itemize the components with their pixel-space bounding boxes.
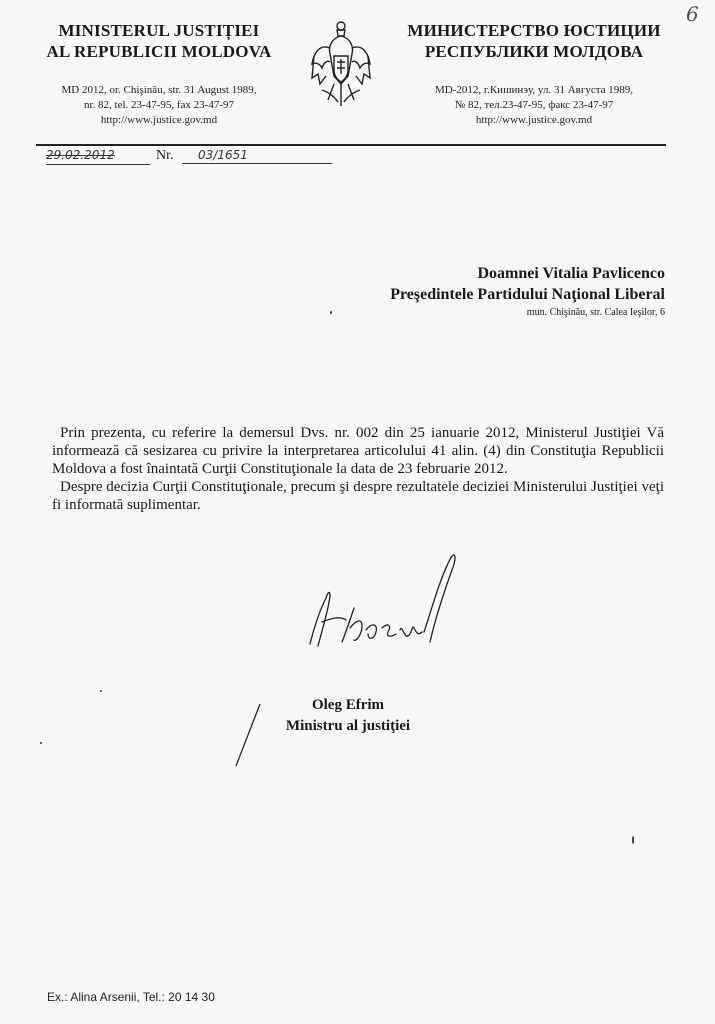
ministry-title-ro-line1: MINISTERUL JUSTIȚIEI (58, 21, 260, 40)
ministry-address-ro (28, 83, 290, 128)
address-ro-line2: nr. 82, tel. 23-47-95, fax 23-47-97 (84, 99, 234, 111)
footer-executor: Ex.: Alina Arsenii, Tel.: 20 14 30 (47, 990, 215, 1004)
speck (632, 836, 634, 844)
reference-nr-label: Nr. (156, 148, 174, 163)
ministry-title-ru-line1: МИНИСТЕРСТВО ЮСТИЦИИ (407, 21, 661, 40)
ministry-title-ro-line2: AL REPUBLICII MOLDOVA (46, 42, 272, 61)
address-ru-line2: № 82, тел.23-47-95, факс 23-47-97 (454, 99, 614, 111)
signer-title: Ministru al justiţiei (285, 718, 411, 734)
signer-name: Oleg Efrim (311, 697, 385, 713)
ministry-title-ru-line2: РЕСПУБЛИКИ МОЛДОВА (424, 42, 644, 61)
moldova-coat-of-arms-icon (308, 18, 374, 110)
address-ro-url: http://www.justice.gov.md (100, 114, 218, 126)
address-ro-line1: MD 2012, or. Chişinău, str. 31 August 1989, (61, 84, 257, 96)
reference-number: 03/1651 (182, 148, 332, 164)
pen-stroke-mark (226, 700, 266, 770)
speck (330, 311, 332, 314)
speck (100, 690, 102, 692)
recipient-block (390, 263, 665, 320)
speck (40, 742, 42, 744)
handwritten-signature-icon (292, 552, 462, 662)
recipient-name: Doamnei Vitalia Pavlicenco (477, 265, 665, 282)
body-paragraph-2: Despre decizia Curţii Constituţionale, precum şi despre rezultatele deciziei Ministerului Justiţiei veţi fi informată suplimentar. (52, 479, 664, 513)
signer-block (268, 695, 428, 737)
address-ru-url: http://www.justice.gov.md (475, 114, 593, 126)
header-divider (36, 144, 666, 146)
header-left-romanian (28, 20, 290, 128)
body-paragraph-1: Prin prezenta, cu referire la demersul Dvs. nr. 002 din 25 ianuarie 2012, Ministerul Justiţiei Vă informează că sesizarea cu privire la interpretarea articolului 41 alin. (4) din Constituţia Republicii Moldova a fost înaintată Curţii Constituţionale la data de 23 februarie 2012. (52, 425, 664, 477)
address-ru-line1: MD-2012, г.Кишинэу, ул. 31 Августа 1989, (434, 84, 634, 96)
reference-date: 29.02.2012 (46, 148, 150, 165)
ministry-address-ru (388, 83, 680, 128)
letter-body (52, 424, 664, 514)
recipient-position: Preşedintele Partidului Naţional Liberal (390, 286, 665, 303)
header-right-russian (388, 20, 680, 128)
page-number-mark: 6 (686, 2, 699, 26)
recipient-address: mun. Chişinău, str. Calea Ieşilor, 6 (526, 307, 665, 318)
